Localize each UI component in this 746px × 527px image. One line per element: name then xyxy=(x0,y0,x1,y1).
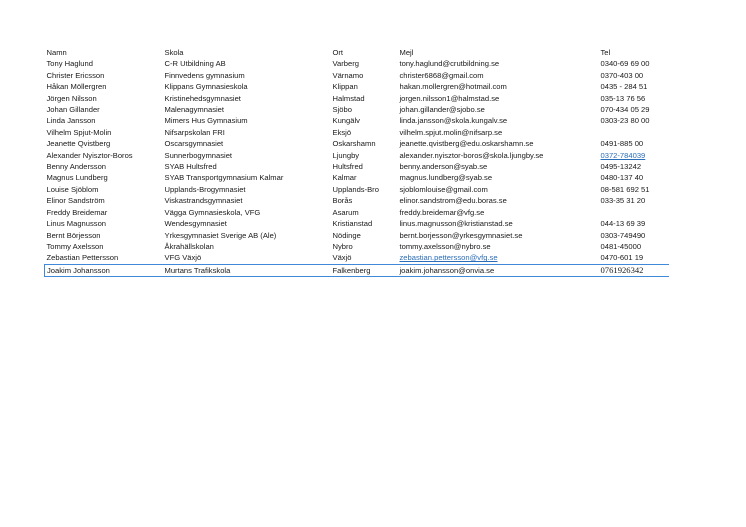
cell-skola[interactable]: Yrkesgymnasiet Sverige AB (Ale) xyxy=(164,230,277,240)
cell-tel[interactable]: 0495-13242 xyxy=(600,162,642,172)
cell-mejl[interactable]: alexander.nyisztor-boros@skola.ljungby.se xyxy=(399,150,544,160)
cell-mejl[interactable]: freddy.breidemar@vfg.se xyxy=(399,207,485,217)
cell-mejl[interactable]: christer6868@gmail.com xyxy=(399,70,484,80)
table-row xyxy=(45,184,669,195)
cell-namn[interactable]: Elinor Sandström xyxy=(46,196,105,206)
cell-tel[interactable]: 0435 - 284 51 xyxy=(600,82,648,92)
cell-ort[interactable]: Kristianstad xyxy=(332,219,373,229)
cell-ort[interactable]: Eksjö xyxy=(332,127,352,137)
cell-skola[interactable]: Upplands-Brogymnasiet xyxy=(164,184,246,194)
table-row xyxy=(45,264,669,276)
cell-ort[interactable]: Asarum xyxy=(332,207,359,217)
cell-mejl[interactable]: jorgen.nilsson1@halmstad.se xyxy=(399,93,500,103)
cell-tel[interactable]: 08-581 692 51 xyxy=(600,184,650,194)
cell-tel[interactable]: 0470-601 19 xyxy=(600,253,644,263)
table-row xyxy=(45,58,669,69)
cell-skola[interactable]: VFG Växjö xyxy=(164,253,202,263)
cell-ort[interactable]: Falkenberg xyxy=(331,264,398,276)
cell-mejl[interactable]: jeanette.qvistberg@edu.oskarshamn.se xyxy=(399,139,534,149)
cell-ort[interactable]: Kalmar xyxy=(332,173,357,183)
cell-namn[interactable]: Christer Ericsson xyxy=(46,70,105,80)
table-row xyxy=(45,207,669,218)
table-row xyxy=(45,172,669,183)
cell-mejl[interactable]: tommy.axelsson@nybro.se xyxy=(399,241,491,251)
cell-mejl[interactable]: tony.haglund@crutbildning.se xyxy=(399,59,500,69)
cell-ort[interactable]: Oskarshamn xyxy=(332,139,376,149)
cell-skola[interactable]: Klippans Gymnasieskola xyxy=(164,82,248,92)
cell-ort[interactable]: Halmstad xyxy=(332,93,365,103)
contact-table xyxy=(44,47,669,277)
cell-mejl[interactable]: vilhelm.spjut.molin@nifsarp.se xyxy=(399,127,503,137)
header-ort[interactable]: Ort xyxy=(332,48,344,57)
cell-namn[interactable]: Alexander Nyisztor-Boros xyxy=(46,150,133,160)
cell-mejl[interactable]: zebastian.pettersson@vfg.se xyxy=(399,253,498,263)
cell-namn[interactable]: Bernt Börjesson xyxy=(46,230,101,240)
table-row xyxy=(45,150,669,161)
cell-ort[interactable]: Kungälv xyxy=(332,116,360,126)
table-row xyxy=(45,252,669,264)
cell-mejl[interactable]: linda.jansson@skola.kungalv.se xyxy=(399,116,508,126)
table-row xyxy=(45,70,669,81)
cell-namn[interactable]: Vilhelm Spjut-Molin xyxy=(46,127,112,137)
cell-namn[interactable]: Jeanette Qvistberg xyxy=(46,139,111,149)
cell-namn[interactable]: Benny Andersson xyxy=(46,162,107,172)
cell-tel[interactable]: 0761926342 xyxy=(599,264,669,276)
header-namn[interactable]: Namn xyxy=(46,48,67,57)
cell-tel[interactable]: 035-13 76 56 xyxy=(600,93,646,103)
cell-skola[interactable]: SYAB Hultsfred xyxy=(164,162,217,172)
cell-namn[interactable]: Håkan Möllergren xyxy=(46,82,107,92)
cell-tel[interactable]: 0372-784039 xyxy=(600,150,646,160)
cell-tel[interactable]: 0491-885 00 xyxy=(600,139,644,149)
cell-mejl[interactable]: bernt.borjesson@yrkesgymnasiet.se xyxy=(399,230,523,240)
cell-skola[interactable]: Kristinehedsgymnasiet xyxy=(164,93,241,103)
table-row xyxy=(45,104,669,115)
header-skola[interactable]: Skola xyxy=(164,48,184,57)
cell-namn[interactable]: Magnus Lundberg xyxy=(46,173,108,183)
cell-tel[interactable]: 0370-403 00 xyxy=(600,70,644,80)
cell-tel[interactable]: 0303-23 80 00 xyxy=(600,116,650,126)
cell-mejl[interactable]: hakan.mollergren@hotmail.com xyxy=(399,82,507,92)
cell-ort[interactable]: Värnamo xyxy=(332,70,364,80)
cell-skola[interactable]: Mimers Hus Gymnasium xyxy=(164,116,248,126)
cell-skola[interactable]: Viskastrandsgymnasiet xyxy=(164,196,243,206)
cell-ort[interactable]: Varberg xyxy=(332,59,359,69)
cell-ort[interactable]: Nybro xyxy=(332,241,353,251)
contact-table-body xyxy=(45,47,669,277)
cell-ort[interactable]: Upplands-Bro xyxy=(332,184,379,194)
cell-mejl[interactable]: johan.gillander@sjobo.se xyxy=(399,105,485,115)
cell-namn[interactable]: Louise Sjöblom xyxy=(46,184,99,194)
cell-mejl[interactable]: joakim.johansson@onvia.se xyxy=(398,264,599,276)
cell-namn[interactable]: Johan Gillander xyxy=(46,105,100,115)
cell-mejl[interactable]: linus.magnusson@kristianstad.se xyxy=(399,219,513,229)
cell-skola[interactable]: Åkrahällskolan xyxy=(164,241,214,251)
table-row xyxy=(45,218,669,229)
cell-mejl[interactable]: elinor.sandstrom@edu.boras.se xyxy=(399,196,507,206)
cell-mejl[interactable]: sjoblomlouise@gmail.com xyxy=(399,184,488,194)
cell-skola[interactable]: Murtans Trafikskola xyxy=(163,264,331,276)
cell-namn[interactable]: Linus Magnusson xyxy=(46,219,107,229)
cell-skola[interactable]: Nifsarpskolan FRI xyxy=(164,127,225,137)
cell-tel[interactable]: 033-35 31 20 xyxy=(600,196,646,206)
cell-ort[interactable]: Nödinge xyxy=(332,230,361,240)
cell-mejl[interactable]: benny.anderson@syab.se xyxy=(399,162,488,172)
cell-mejl[interactable]: magnus.lundberg@syab.se xyxy=(399,173,493,183)
cell-tel[interactable]: 0340-69 69 00 xyxy=(600,59,650,69)
cell-ort[interactable]: Klippan xyxy=(332,82,358,92)
cell-skola[interactable]: Vägga Gymnasieskola, VFG xyxy=(164,207,261,217)
cell-skola[interactable]: Malenagymnasiet xyxy=(164,105,225,115)
cell-ort[interactable]: Ljungby xyxy=(332,150,360,160)
table-row xyxy=(45,161,669,172)
cell-namn[interactable]: Joakim Johansson xyxy=(45,264,163,276)
cell-tel[interactable]: 0480-137 40 xyxy=(600,173,644,183)
cell-namn[interactable]: Tommy Axelsson xyxy=(46,241,104,251)
cell-tel[interactable]: 0481-45000 xyxy=(600,241,642,251)
cell-tel[interactable] xyxy=(599,127,669,138)
cell-tel[interactable]: 070-434 05 29 xyxy=(600,105,650,115)
header-row xyxy=(45,47,669,58)
cell-skola[interactable]: Oscarsgymnasiet xyxy=(164,139,224,149)
cell-skola[interactable]: SYAB Transportgymnasium Kalmar xyxy=(164,173,284,183)
cell-ort[interactable]: Hultsfred xyxy=(332,162,363,172)
cell-skola[interactable]: Sunnerbogymnasiet xyxy=(164,150,233,160)
table-row xyxy=(45,230,669,241)
cell-ort[interactable]: Borås xyxy=(332,196,353,206)
table-row xyxy=(45,93,669,104)
cell-namn[interactable]: Freddy Breidemar xyxy=(46,207,108,217)
header-mejl[interactable]: Mejl xyxy=(399,48,414,57)
cell-namn[interactable]: Jörgen Nilsson xyxy=(46,93,97,103)
cell-ort[interactable]: Växjö xyxy=(332,253,352,263)
cell-namn[interactable]: Linda Jansson xyxy=(46,116,96,126)
cell-skola[interactable]: Wendesgymnasiet xyxy=(164,219,227,229)
cell-skola[interactable]: C-R Utbildning AB xyxy=(164,59,226,69)
table-row xyxy=(45,81,669,92)
table-row xyxy=(45,138,669,149)
cell-tel[interactable] xyxy=(599,207,669,218)
cell-skola[interactable]: Finnvedens gymnasium xyxy=(164,70,245,80)
cell-namn[interactable]: Tony Haglund xyxy=(46,59,93,69)
table-row xyxy=(45,195,669,206)
table-row xyxy=(45,115,669,126)
cell-ort[interactable]: Sjöbo xyxy=(332,105,352,115)
cell-tel[interactable]: 0303-749490 xyxy=(600,230,646,240)
table-row xyxy=(45,241,669,252)
cell-namn[interactable]: Zebastian Pettersson xyxy=(46,253,119,263)
table-row xyxy=(45,127,669,138)
header-tel[interactable]: Tel xyxy=(600,48,611,57)
cell-tel[interactable]: 044-13 69 39 xyxy=(600,219,646,229)
